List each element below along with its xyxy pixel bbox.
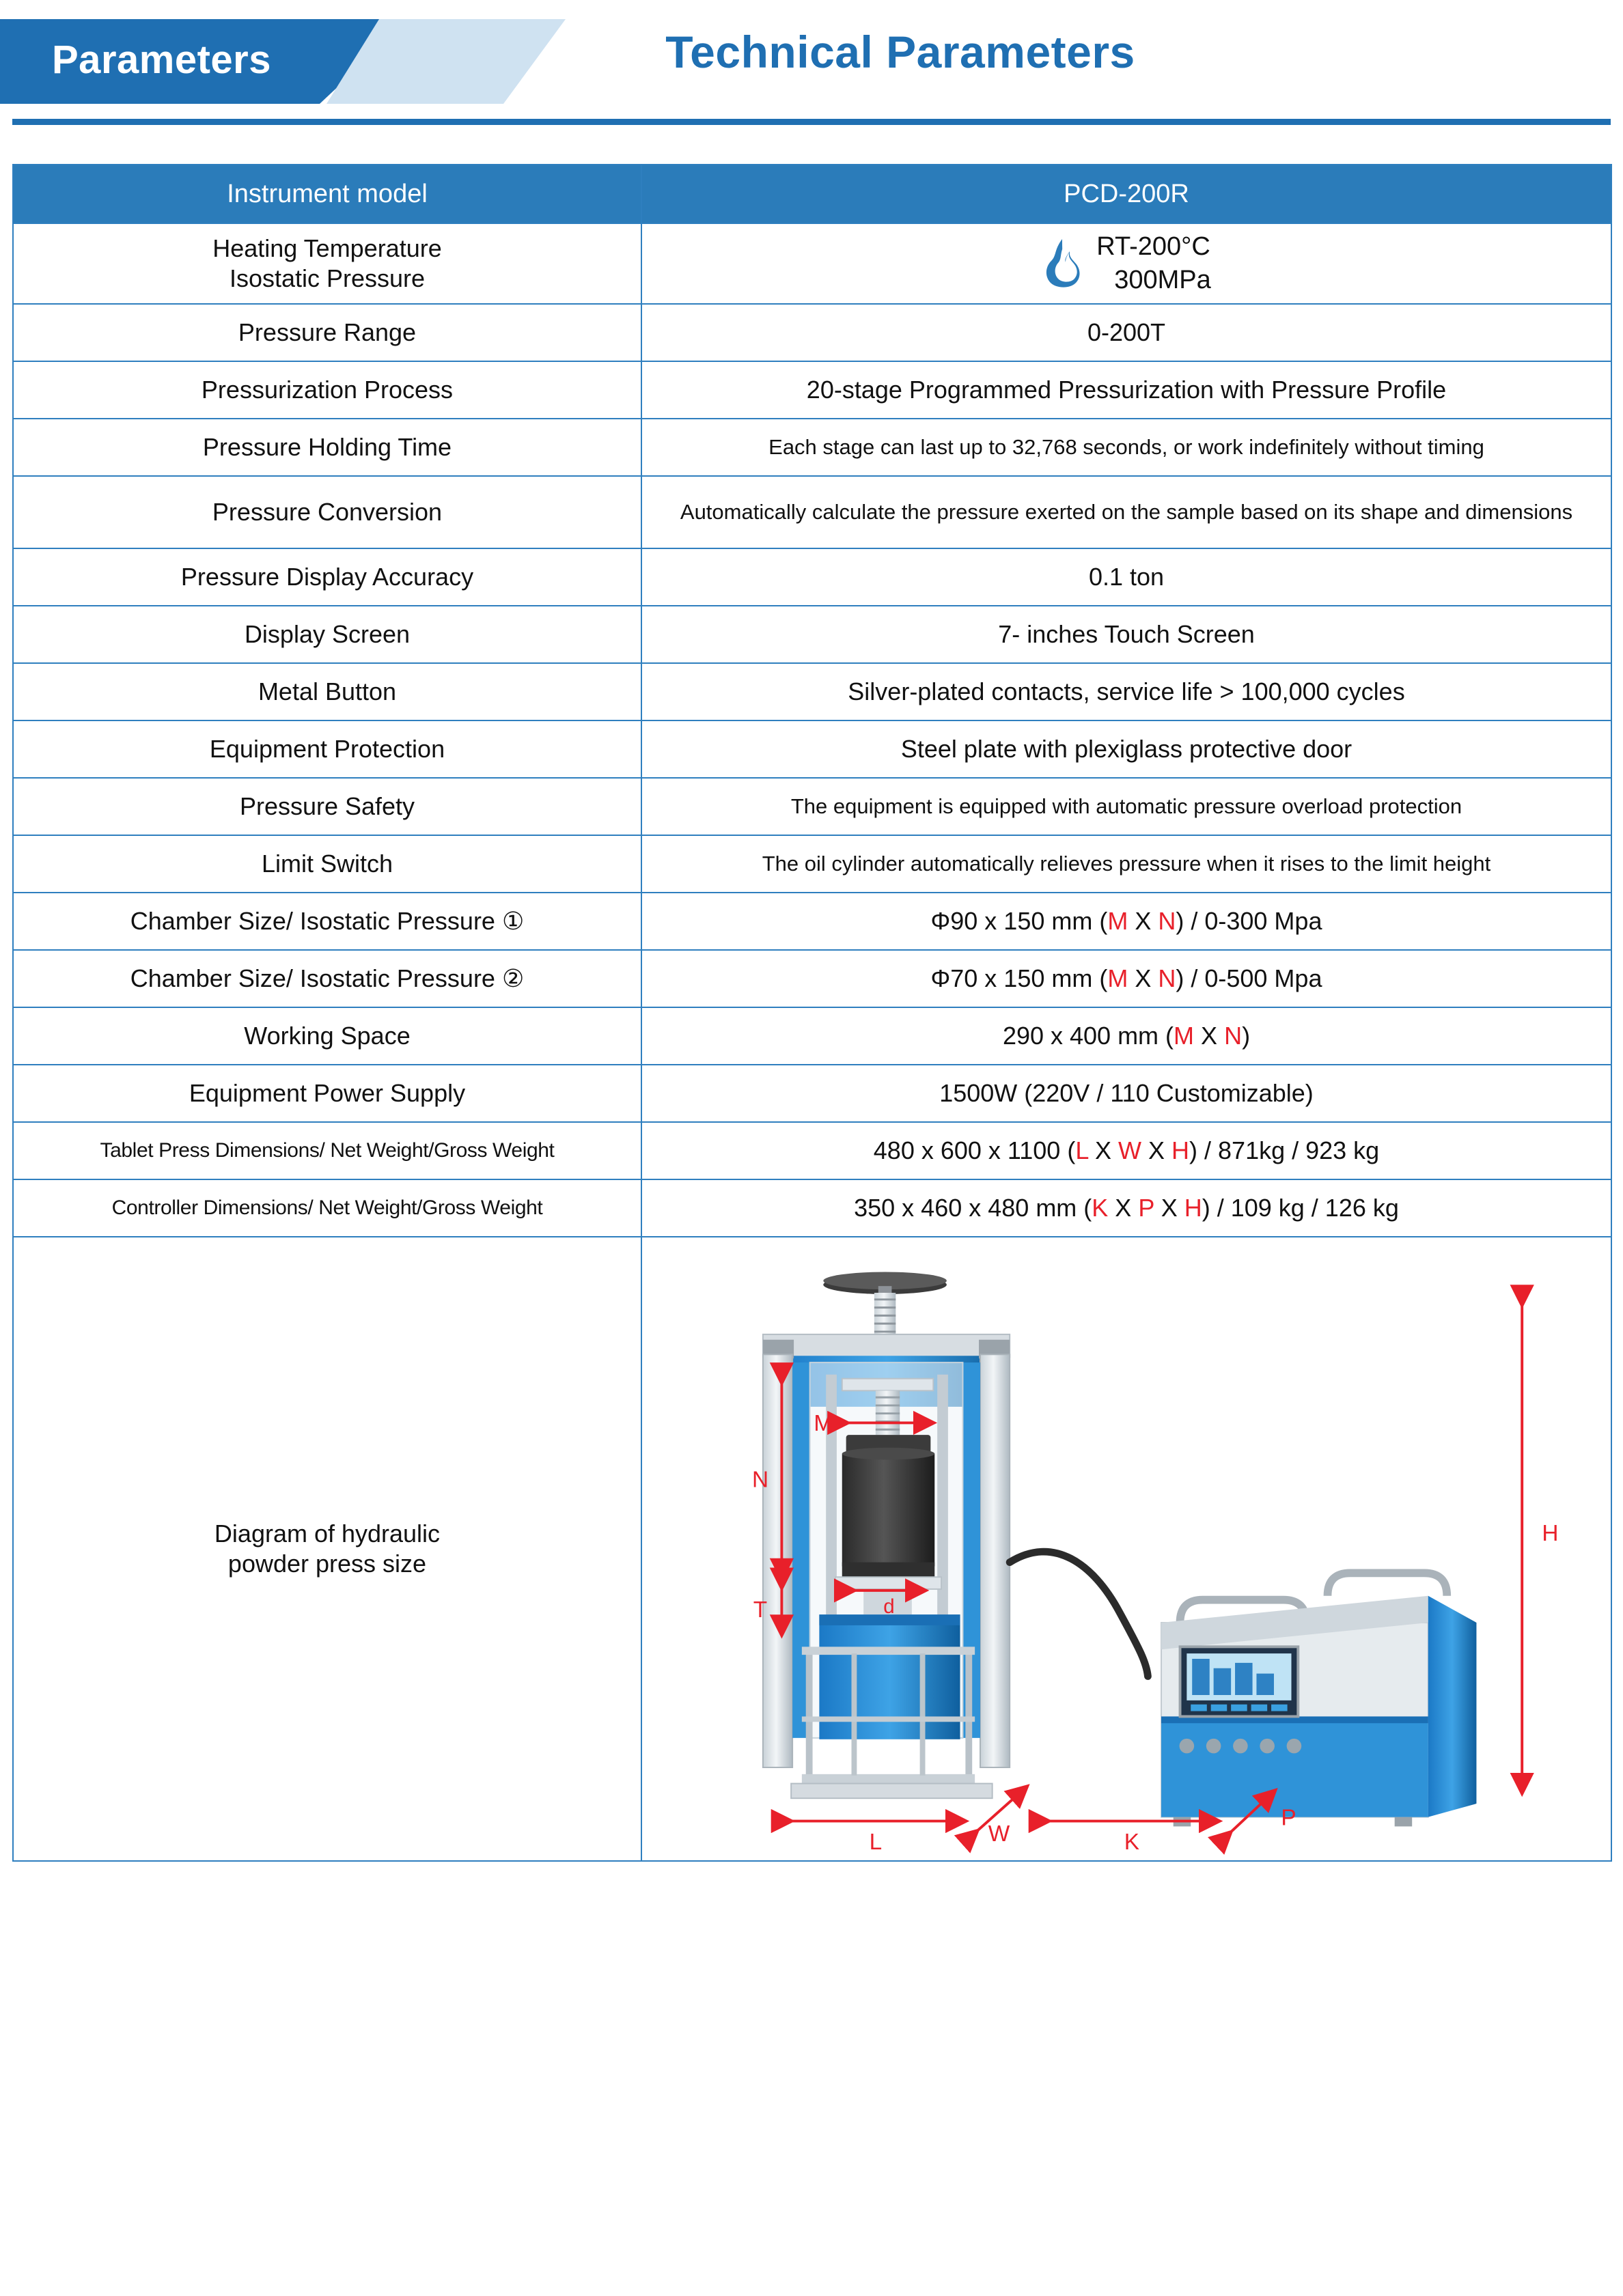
press-dims-prefix: 480 x 600 x 1100 ( (873, 1136, 1076, 1165)
row-value-pressure-conversion: Automatically calculate the pressure exerted on the sample based on its shape and dimensions (641, 476, 1611, 548)
row-label-pressure-holding-time: Pressure Holding Time (13, 419, 641, 476)
table-row (13, 548, 1611, 606)
table-row (13, 476, 1611, 548)
row-value-equipment-power-supply: 1500W (220V / 110 Customizable) (641, 1065, 1611, 1122)
row-value-heating-temperature (641, 223, 1611, 304)
press-dims-suffix: ) / 871kg / 923 kg (1189, 1136, 1380, 1165)
working-space-n: N (1224, 1022, 1243, 1050)
specifications-table-wrapper (12, 164, 1611, 1862)
dimension-label-h: H (1542, 1521, 1559, 1547)
chamber1-suffix: ) / 0-300 Mpa (1176, 907, 1322, 936)
ctrl-dims-prefix: 350 x 460 x 480 mm ( (854, 1194, 1092, 1222)
row-value-chamber-size-1 (641, 893, 1611, 950)
table-row (13, 1179, 1611, 1237)
row-label-pressure-conversion: Pressure Conversion (13, 476, 641, 548)
row-label-pressure-display-accuracy: Pressure Display Accuracy (13, 548, 641, 606)
column-header-instrument-model: Instrument model (13, 165, 641, 223)
page-title: Technical Parameters (665, 27, 1135, 77)
row-label-display-screen: Display Screen (13, 606, 641, 663)
table-row (13, 606, 1611, 663)
dimension-label-l: L (869, 1829, 883, 1855)
chamber2-m: M (1107, 964, 1128, 993)
row-label-pressure-range: Pressure Range (13, 304, 641, 361)
flame-icon (1042, 238, 1084, 290)
heating-temperature-line2: Isostatic Pressure (229, 264, 426, 292)
press-dims-x2: X (1141, 1136, 1172, 1165)
row-label-equipment-protection: Equipment Protection (13, 720, 641, 778)
row-value-diagram (641, 1237, 1611, 1861)
row-label-pressurization-process: Pressurization Process (13, 361, 641, 419)
ctrl-dims-k: K (1092, 1194, 1109, 1222)
dimension-label-k: K (1124, 1829, 1139, 1855)
chamber2-x: X (1128, 964, 1159, 993)
table-row (13, 361, 1611, 419)
table-row (13, 419, 1611, 476)
row-value-pressure-safety: The equipment is equipped with automatic pressure overload protection (641, 778, 1611, 835)
ctrl-dims-p: P (1138, 1194, 1154, 1222)
table-header-row (13, 165, 1611, 223)
row-value-pressure-range: 0-200T (641, 304, 1611, 361)
dimension-label-w: W (988, 1821, 1010, 1847)
working-space-m: M (1174, 1022, 1195, 1050)
heating-temperature-line1: Heating Temperature (212, 234, 442, 263)
table-row (13, 1007, 1611, 1065)
table-row (13, 950, 1611, 1007)
table-row (13, 1122, 1611, 1179)
row-label-limit-switch: Limit Switch (13, 835, 641, 893)
table-row (13, 835, 1611, 893)
row-value-working-space (641, 1007, 1611, 1065)
table-row (13, 223, 1611, 304)
chamber2-suffix: ) / 0-500 Mpa (1176, 964, 1322, 993)
chamber1-m: M (1107, 907, 1128, 936)
chamber1-x: X (1128, 907, 1159, 936)
chamber2-prefix: Φ70 x 150 mm ( (930, 964, 1108, 993)
tab-label: Parameters (52, 38, 271, 82)
hydraulic-press-diagram (650, 1242, 1603, 1856)
row-label-pressure-safety: Pressure Safety (13, 778, 641, 835)
page-header (0, 0, 1623, 127)
table-row (13, 304, 1611, 361)
header-divider (12, 119, 1611, 125)
specifications-table (12, 164, 1612, 1862)
press-dims-l: L (1075, 1136, 1089, 1165)
row-value-display-screen: 7- inches Touch Screen (641, 606, 1611, 663)
isostatic-pressure-value: 300MPa (1114, 266, 1211, 294)
table-row (13, 1065, 1611, 1122)
press-dims-x1: X (1088, 1136, 1119, 1165)
row-value-chamber-size-2 (641, 950, 1611, 1007)
row-value-pressure-holding-time: Each stage can last up to 32,768 seconds, or work indefinitely without timing (641, 419, 1611, 476)
ctrl-dims-suffix: ) / 109 kg / 126 kg (1202, 1194, 1399, 1222)
row-label-metal-button: Metal Button (13, 663, 641, 720)
table-row (13, 893, 1611, 950)
heating-temperature-values (1096, 230, 1211, 296)
working-space-x: X (1194, 1022, 1225, 1050)
ctrl-dims-x1: X (1108, 1194, 1139, 1222)
column-header-model-value: PCD-200R (641, 165, 1611, 223)
chamber1-n: N (1158, 907, 1176, 936)
row-value-pressure-display-accuracy: 0.1 ton (641, 548, 1611, 606)
dimension-label-d: d (883, 1595, 895, 1619)
chamber1-prefix: Φ90 x 150 mm ( (930, 907, 1108, 936)
row-value-pressurization-process: 20-stage Programmed Pressurization with Pressure Profile (641, 361, 1611, 419)
diagram-label-line1: Diagram of hydraulic (214, 1520, 441, 1548)
row-label-chamber-size-1: Chamber Size/ Isostatic Pressure ① (13, 893, 641, 950)
working-space-suffix: ) (1242, 1022, 1251, 1050)
dimension-label-n: N (751, 1467, 769, 1493)
row-value-metal-button: Silver-plated contacts, service life > 100,000 cycles (641, 663, 1611, 720)
row-value-tablet-press-dimensions (641, 1122, 1611, 1179)
row-value-limit-switch: The oil cylinder automatically relieves pressure when it rises to the limit height (641, 835, 1611, 893)
press-dims-h: H (1171, 1136, 1190, 1165)
row-value-controller-dimensions (641, 1179, 1611, 1237)
heating-temperature-value: RT-200°C (1096, 232, 1210, 262)
row-label-heating-temperature (13, 223, 641, 304)
table-row (13, 663, 1611, 720)
table-row-diagram (13, 1237, 1611, 1861)
dimension-label-p: P (1281, 1805, 1296, 1831)
diagram-label-line2: powder press size (227, 1550, 427, 1578)
row-label-controller-dimensions: Controller Dimensions/ Net Weight/Gross Weight (13, 1179, 641, 1237)
table-row (13, 720, 1611, 778)
dimension-label-m: M (814, 1411, 833, 1437)
chamber2-n: N (1158, 964, 1176, 993)
row-value-equipment-protection: Steel plate with plexiglass protective door (641, 720, 1611, 778)
dimension-label-t: T (753, 1597, 768, 1623)
working-space-prefix: 290 x 400 mm ( (1002, 1022, 1174, 1050)
row-label-chamber-size-2: Chamber Size/ Isostatic Pressure ② (13, 950, 641, 1007)
row-label-equipment-power-supply: Equipment Power Supply (13, 1065, 641, 1122)
row-label-tablet-press-dimensions: Tablet Press Dimensions/ Net Weight/Gross Weight (13, 1122, 641, 1179)
ctrl-dims-h: H (1184, 1194, 1202, 1222)
row-label-working-space: Working Space (13, 1007, 641, 1065)
table-row (13, 778, 1611, 835)
row-label-diagram (13, 1237, 641, 1861)
press-dims-w: W (1118, 1136, 1142, 1165)
ctrl-dims-x2: X (1154, 1194, 1184, 1222)
